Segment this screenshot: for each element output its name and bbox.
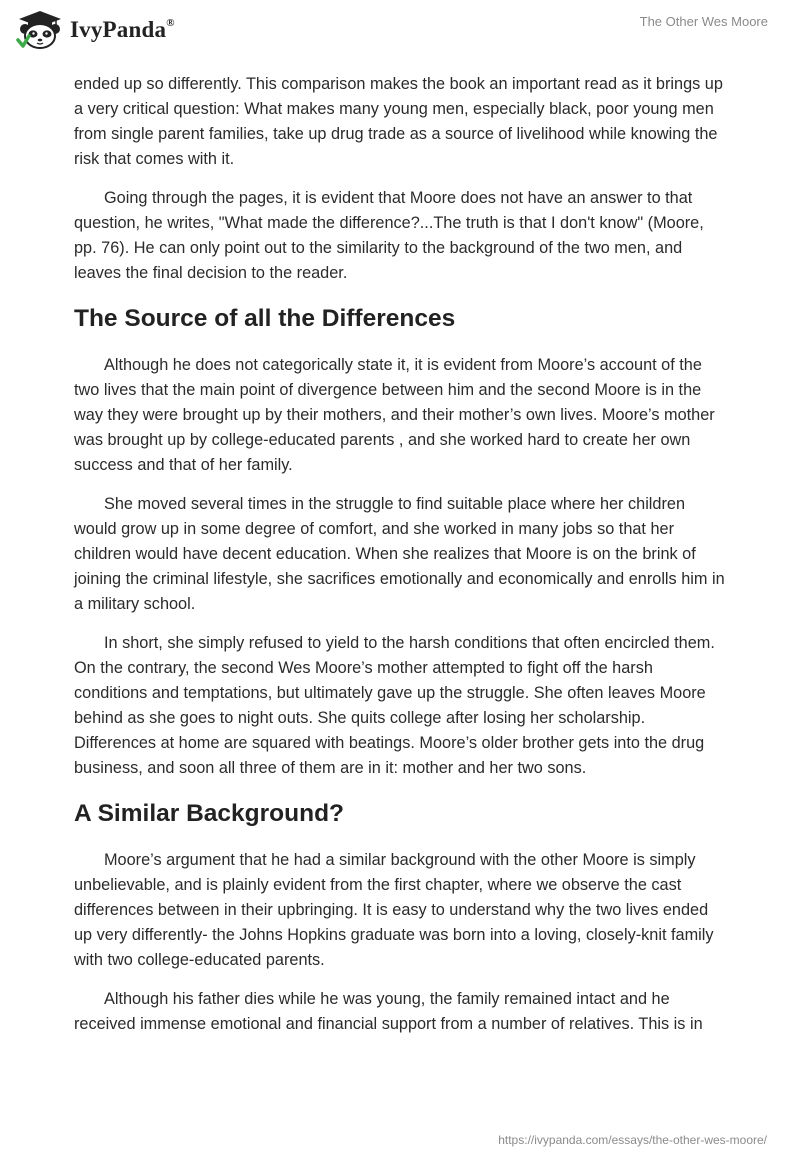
brand-name: IvyPanda® <box>70 17 175 42</box>
paragraph: Moore’s argument that he had a similar background with the other Moore is simply unbelievable, and is plainly evident from the first chapter, where we observe the cast differences between in their upbringing. It is easy to understand why the two lives ended up very differently- the Johns Hopkins graduate was born into a loving, closely-knit family with two college-educated parents. <box>74 851 714 969</box>
paragraph: Although he does not categorically state it, it is evident from Moore’s account of the two lives that the main point of divergence between him and the second Moore is in the way they were brought up by their mothers, and their mother’s own lives. Moore’s mother was brought up by college-educated parents , and she worked hard to create her own success and that of her family. <box>74 356 715 474</box>
document-title: The Other Wes Moore <box>639 14 768 29</box>
paragraph: Going through the pages, it is evident that Moore does not have an answer to that question, he writes, "What made the difference?...The truth is that I don't know" (Moore, pp. 76). He can only point out to the similarity to the background of the two men, and leaves the final decision to the reader. <box>74 189 704 282</box>
paragraph: Although his father dies while he was young, the family remained intact and he received immense emotional and financial support from a number of relatives. This is in <box>74 990 703 1033</box>
section-heading: The Source of all the Differences <box>74 305 456 332</box>
page-header <box>0 0 800 62</box>
source-url[interactable]: https://ivypanda.com/essays/the-other-wes-moore/ <box>498 1133 767 1147</box>
ivypanda-logo[interactable] <box>16 10 175 50</box>
essay-body <box>74 72 726 1051</box>
panda-graduate-icon <box>16 10 64 50</box>
section-heading: A Similar Background? <box>74 800 345 827</box>
paragraph: She moved several times in the struggle to find suitable place where her children would grow up in some degree of comfort, and she worked in many jobs so that her children would have decent education. When she realizes that Moore is on the brink of joining the criminal lifestyle, she sacrifices emotionally and economically and enrolls him in a military school. <box>74 495 725 613</box>
paragraph: In short, she simply refused to yield to the harsh conditions that often encircled them. On the contrary, the second Wes Moore’s mother attempted to fight off the harsh conditions and temptations, but ultimately gave up the struggle. She often leaves Moore behind as she goes to night outs. She quits college after losing her scholarship. Differences at home are squared with beatings. Moore’s older brother gets into the drug business, and soon all three of them are in it: mother and her two sons. <box>74 634 715 777</box>
paragraph: ended up so differently. This comparison makes the book an important read as it brings up a very critical question: What makes many young men, especially black, poor young men from single parent families, take up drug trade as a source of livelihood while knowing the risk that comes with it. <box>74 75 723 168</box>
